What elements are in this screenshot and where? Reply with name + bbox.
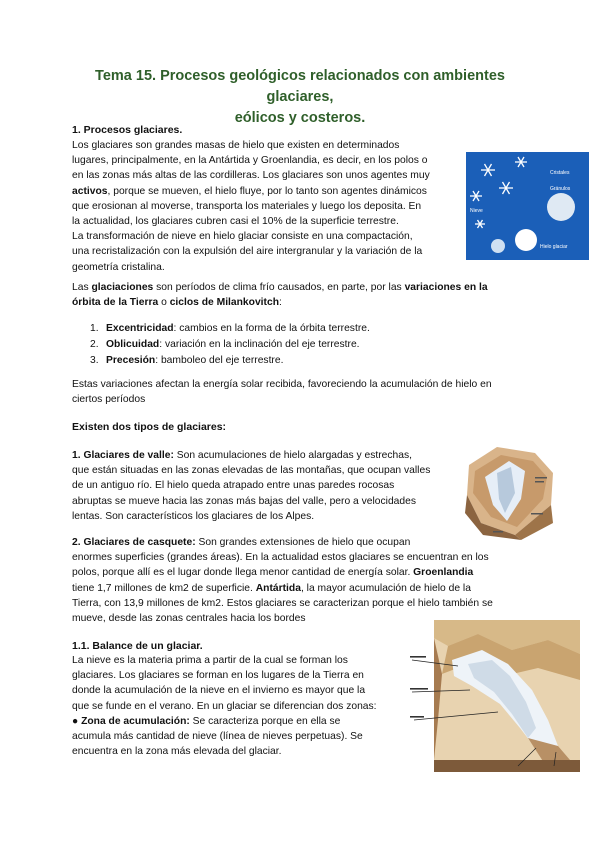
text-line: la actualidad, los glaciares cubren casi el 10% de la superficie terrestre.: [72, 216, 399, 228]
title-line-2: eólicos y costeros.: [234, 110, 366, 126]
text-line: [72, 184, 467, 199]
text-line: Los glaciares son grandes masas de hielo que existen en determinados: [72, 140, 400, 151]
text-span: o: [158, 297, 170, 309]
text-span: tiene 1,7 millones de km2 de superficie.: [72, 582, 256, 594]
text-line: de un antiguo río. El hielo queda atrapado entre unas paredes rocosas: [72, 480, 395, 492]
glacier-ice-icon: [515, 229, 537, 251]
valley-glacier-illustration: [463, 443, 555, 540]
text-span: polos, porque allí es el lugar donde llega menor cantidad de energía solar.: [72, 567, 414, 579]
list-item: [72, 353, 512, 369]
text-line: [72, 581, 534, 596]
text-span: Son acumulaciones de hielo alargadas y estrechas,: [173, 450, 413, 461]
bold-term: ciclos de Milankovitch: [169, 297, 279, 309]
text-line: La transformación de nieve en hielo glaciar consiste en una compactación,: [72, 231, 413, 243]
text-span: , porque se mueven, el hielo fluye, por lo tanto son agentes dinámicos: [107, 185, 427, 197]
list-item: [72, 321, 512, 337]
text-line: donde la acumulación de la nieve en el invierno es mayor que la: [72, 685, 366, 697]
bold-term: órbita de la Tierra: [72, 297, 159, 309]
text-line: ciertos períodos: [72, 394, 146, 406]
text-line: [72, 280, 532, 295]
figure-label: Nieve: [470, 208, 483, 214]
text-line: mueve, desde las zonas centrales hacia los bordes: [72, 613, 306, 625]
snow-to-ice-figure: [466, 152, 589, 260]
text-line: encuentra en la zona más elevada del glaciar.: [72, 746, 282, 758]
bold-term: glaciaciones: [91, 282, 154, 293]
balance-paragraph: [72, 653, 407, 759]
text-span: : variación en la inclinación del eje terrestre.: [159, 339, 360, 350]
bold-term: Oblicuidad: [106, 339, 160, 350]
snowflake-icon: [470, 157, 527, 228]
bold-term: 1. Glaciares de valle:: [72, 450, 174, 461]
list-number: 3.: [90, 355, 99, 366]
snowflake-diagram: [466, 152, 589, 260]
bold-term: 2. Glaciares de casquete:: [72, 537, 196, 548]
bold-term: Precesión: [106, 355, 156, 366]
valley-glacier-svg: [463, 443, 555, 540]
text-line: acumula más cantidad de nieve (línea de nieves perpetuas). Se: [72, 731, 363, 743]
text-span: Las: [72, 282, 92, 293]
text-span: : bamboleo del eje terrestre.: [155, 355, 284, 366]
text-line: en las zonas más altas de las cordilleras. Los glaciares son unos agentes muy: [72, 170, 430, 182]
section-heading-procesos: 1. Procesos glaciares.: [72, 124, 183, 136]
text-line: Estas variaciones afectan la energía solar recibida, favoreciendo la acumulación de hielo en: [72, 379, 492, 390]
bullet-icon: ●: [72, 715, 82, 727]
text-line: que están situadas en las zonas elevadas de las montañas, que ocupan valles: [72, 465, 431, 477]
bold-term: Groenlandia: [413, 567, 474, 579]
text-line: abruptas se mueve hacia las zonas más bajas del valle, pero a velocidades: [72, 495, 417, 507]
text-span: : cambios en la forma de la órbita terrestre.: [173, 323, 370, 334]
variations-paragraph: [72, 377, 532, 407]
casquete-paragraph: [72, 535, 534, 626]
glacier-balance-illustration: [408, 620, 580, 772]
title-line-1: Tema 15. Procesos geológicos relacionados con ambientes glaciares,: [95, 68, 505, 105]
bold-term: Excentricidad: [106, 323, 174, 334]
text-line: una recristalización con la expulsión del aire intergranular y la variación de la: [72, 246, 423, 258]
list-number: 1.: [90, 323, 99, 334]
text-line: que se funde en el verano. En un glaciar se diferencian dos zonas:: [72, 700, 377, 712]
text-line: geometría cristalina.: [72, 261, 165, 273]
text-line: lugares, principalmente, en la Antártida y Groenlandia, es decir, en los polos o: [72, 155, 428, 167]
text-line: lentas. Son característicos los glaciares de los Alpes.: [72, 510, 315, 522]
text-span: Son grandes extensiones de hielo que ocupan: [195, 537, 411, 548]
bold-term: Antártida: [255, 582, 301, 594]
figure-label: Cristales: [550, 170, 570, 176]
text-span: :: [278, 297, 282, 309]
glaciaciones-paragraph: [72, 280, 532, 310]
types-heading: Existen dos tipos de glaciares:: [72, 421, 227, 433]
granule-icon: [547, 193, 575, 221]
milankovitch-list: [72, 321, 512, 369]
glacier-balance-svg: [408, 620, 580, 772]
text-span: Se caracteriza porque en ella se: [189, 715, 341, 727]
list-item: [72, 337, 512, 353]
text-line: [72, 565, 534, 580]
text-line: [72, 714, 407, 729]
page-title: [60, 66, 540, 129]
text-line: [72, 295, 532, 310]
figure-label: Hielo glaciar: [540, 244, 568, 250]
text-line: [72, 448, 467, 463]
text-span: son períodos de clima frío causados, en parte, por las: [153, 282, 405, 293]
section-1-body: [72, 138, 467, 275]
bold-term: activos: [72, 185, 108, 197]
text-line: glaciares. Los glaciares se forman en los lugares de la Tierra en: [72, 670, 364, 682]
text-span: , la mayor acumulación de hielo de la: [300, 582, 471, 594]
text-line: La nieve es la materia prima a partir de la cual se forman los: [72, 655, 348, 666]
bold-term: variaciones en la: [404, 282, 488, 293]
text-line: [72, 535, 534, 550]
bold-term: Zona de acumulación:: [81, 715, 190, 727]
balance-heading: 1.1. Balance de un glaciar.: [72, 640, 203, 652]
valle-paragraph: [72, 448, 467, 524]
text-line: Tierra, con 13,9 millones de km2. Estos glaciares se caracterizan porque el hielo también se: [72, 597, 493, 609]
text-line: enormes superficies (grandes áreas). En la actualidad estos glaciares se encuentran en los: [72, 552, 489, 564]
figure-label: Gránulos: [550, 186, 571, 192]
list-number: 2.: [90, 339, 99, 350]
text-line: que erosionan al moverse, transporta los materiales y luego los deposita. En: [72, 200, 422, 212]
